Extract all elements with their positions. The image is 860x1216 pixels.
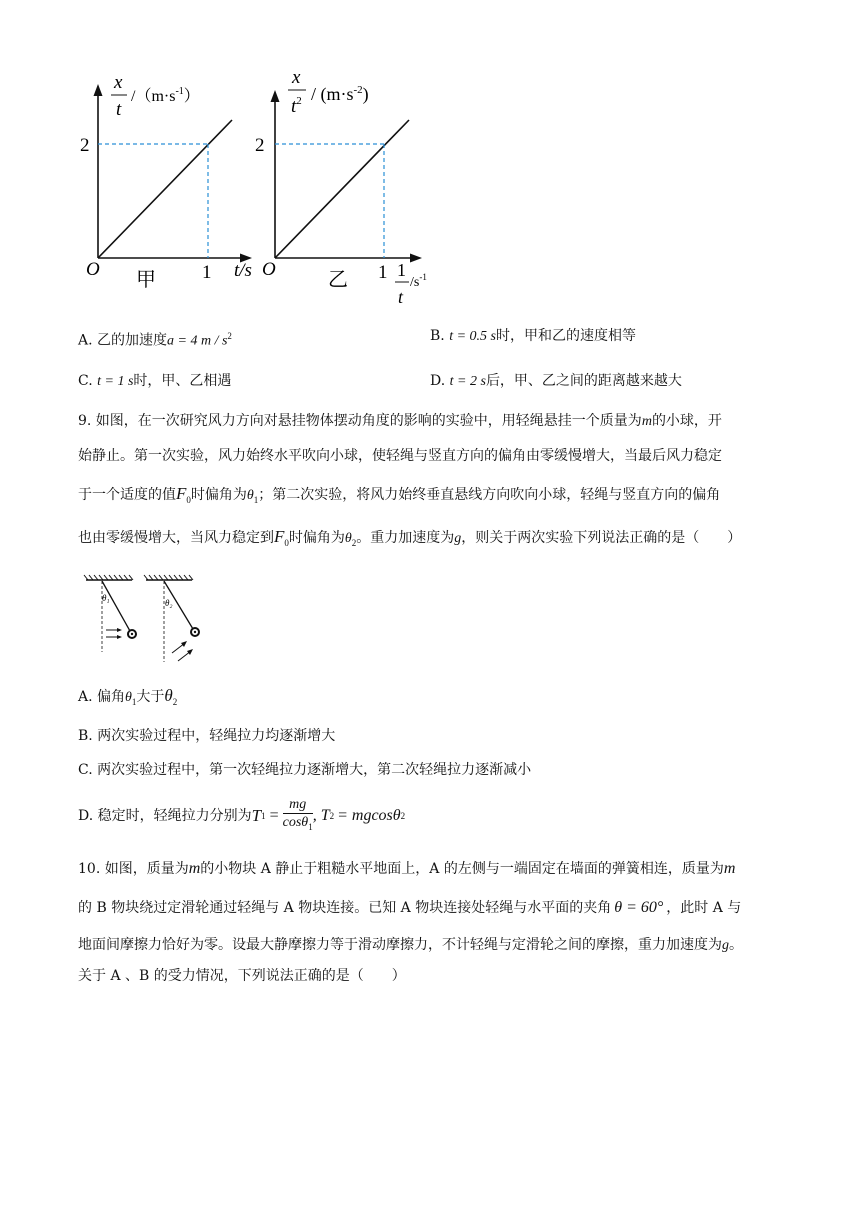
q9-stem-line-1: 9. 如图，在一次研究风力方向对悬挂物体摆动角度的影响的实验中，用轻绳悬挂一个质量为m的小球，开: [78, 413, 722, 429]
q8-option-c[interactable]: C. t = 1 s时，甲、乙相遇: [78, 373, 232, 389]
graph-right-x-tick: 1: [378, 262, 388, 283]
fig-theta2-label: θ₂: [165, 598, 173, 608]
graph-left-name: 甲: [136, 269, 156, 291]
pendulum-figure: [80, 572, 230, 672]
graph-right: [255, 67, 427, 307]
q9-option-c[interactable]: C. 两次实验过程中，第一次轻绳拉力逐渐增大，第二次轻绳拉力逐渐减小: [78, 762, 532, 778]
q10-stem-line-2: 的 B 物块绕过定滑轮通过轻绳与 A 物块连接。已知 A 物块连接处轻绳与水平面的夹角 θ = 60° ，此时 A 与: [78, 899, 742, 916]
graph-left-line: [98, 120, 232, 258]
graph-right-ylabel-unit: / $(m\cdot s^{-2})$: [311, 84, 369, 104]
q10-stem-line-1: 10. 如图，质量为m的小物块 A 静止于粗糙水平地面上，A 的左侧与一端固定在墙面的弹簧相连，质量为m: [78, 860, 736, 877]
q10-stem-line-4: 关于 A 、B 的受力情况，下列说法正确的是（ ）: [78, 968, 406, 984]
q9-option-b[interactable]: B. 两次实验过程中，轻绳拉力均逐渐增大: [78, 728, 336, 744]
q8-option-a[interactable]: A. 乙的加速度a = 4 m / $s^2$: [78, 331, 232, 349]
motion-graphs: [0, 60, 460, 320]
graph-right-xlabel-num: 1: [397, 260, 406, 280]
tension-fraction: $\frac{mg}{\cos\theta_1}$: [282, 797, 313, 832]
graph-right-ylabel-den: $t^2$: [291, 95, 302, 117]
graph-left-ylabel-den: t: [116, 99, 122, 120]
graph-right-origin: O: [262, 259, 276, 280]
pendulum-right: [144, 575, 199, 662]
q9-option-a[interactable]: A. 偏角$\theta_1$大于$\theta_2$: [78, 686, 178, 707]
graph-right-ylabel-num: x: [292, 67, 301, 88]
graph-right-xlabel-unit: $/s^{-1}$: [410, 272, 427, 290]
q9-stem-line-3: 于一个适度的值$F_0$时偏角为$\theta_1$；第二次实验，将风力始终垂直悬线方向吹向小球，轻绳与竖直方向的偏角: [78, 484, 721, 505]
graph-left-ylabel-num: x: [114, 72, 123, 93]
graph-left: [80, 72, 252, 291]
graph-left-origin: O: [86, 259, 100, 280]
graph-left-ylabel-unit: $/(m\cdot s^{-1})$: [131, 86, 200, 105]
graph-left-xlabel: t/s: [234, 260, 252, 281]
graph-right-name: 乙: [328, 269, 348, 291]
graph-left-x-tick: 1: [202, 262, 212, 283]
q9-stem-line-4: 也由零缓慢增大，当风力稳定到$F_0$时偏角为$\theta_2$。重力加速度为g，则关于两次实验下列说法正确的是（ ）: [78, 527, 742, 548]
graph-left-y-tick: 2: [80, 135, 90, 156]
q8-option-b[interactable]: B. t = 0.5 s时，甲和乙的速度相等: [430, 328, 636, 344]
graph-right-line: [275, 120, 409, 258]
q10-stem-line-3: 地面间摩擦力恰好为零。设最大静摩擦力等于滑动摩擦力，不计轻绳与定滑轮之间的摩擦，重力加速度为g。: [78, 937, 743, 953]
graph-right-xlabel-den: t: [398, 287, 404, 307]
q8-option-d[interactable]: D. t = 2 s后，甲、乙之间的距离越来越大: [430, 373, 682, 389]
q9-option-d[interactable]: D. 稳定时，轻绳拉力分别为 T 1 = $\frac{mg}{\cos\theta_1}$ , T 2 = mgcosθ 2: [78, 796, 405, 836]
fig-theta1-label: θ₁: [102, 593, 110, 603]
graph-right-y-tick: 2: [255, 135, 265, 156]
q9-stem-line-2: 始静止。第一次实验，风力始终水平吹向小球，使轻绳与竖直方向的偏角由零缓慢增大，当最后风力稳定: [78, 448, 722, 464]
pendulum-left: [84, 575, 136, 652]
